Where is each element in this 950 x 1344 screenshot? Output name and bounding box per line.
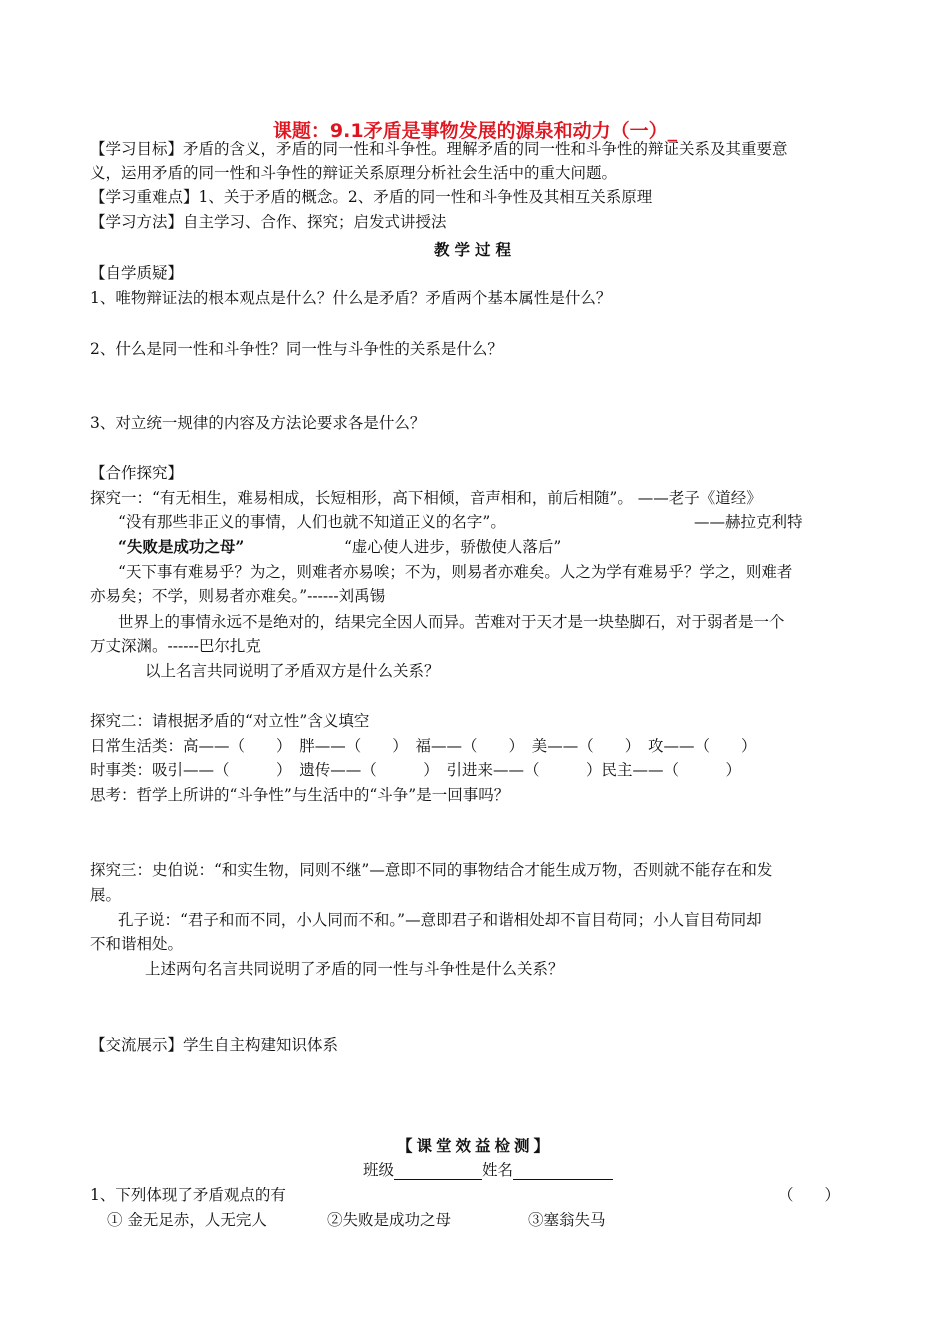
exploration-1-quote-modesty: “虚心使人进步，骄傲使人落后” [344,538,562,556]
class-name-row [363,1160,613,1180]
test-option-2: ②失败是成功之母 [327,1211,452,1229]
exploration-2-line-1: 探究二：请根据矛盾的“对立性”含义填空 [90,712,370,730]
exploration-2-current: 时事类：吸引——（ ） 遗传——（ ） 引进来——（ ）民主——（ ） [90,761,742,779]
name-blank[interactable] [513,1163,613,1180]
exploration-3-line-3: 孔子说：“君子和而不同，小人同而不和。”—意即君子和谐相处却不盲目苟同；小人盲目苟同却 [118,911,762,929]
exploration-1-question: 以上名言共同说明了矛盾双方是什么关系？ [145,662,440,680]
exploration-3-line-4: 不和谐相处。 [90,935,184,953]
exploration-1-line-7: 万丈深渊。------巴尔扎克 [90,637,261,655]
exploration-3-line-1: 探究三：史伯说：“和实生物，同则不继”—意即不同的事物结合才能生成万物，否则就不能存在和发 [90,861,773,879]
test-heading: 【课堂效益检测】 [396,1137,553,1155]
self-study-question-3: 3、对立统一规律的内容及方法论要求各是什么？ [90,414,426,432]
key-points: 【学习重难点】1、关于矛盾的概念。2、矛盾的同一性和斗争性及其相互关系原理 [90,188,653,206]
exploration-3-line-2: 展。 [90,886,122,904]
exploration-2-daily: 日常生活类：高——（ ） 胖——（ ） 福——（ ） 美——（ ） 攻——（ ） [90,737,757,755]
methods: 【学习方法】自主学习、合作、探究；启发式讲授法 [90,213,447,231]
page-title: 课题：9.1矛盾是事物发展的源泉和动力（一）_ [272,120,678,142]
process-heading: 教学过程 [433,241,516,259]
exploration-1-line-6: 世界上的事情永远不是绝对的，结果完全因人而异。苦难对于天才是一块垫脚石，对于弱者是一个 [118,613,785,631]
test-option-3: ③塞翁失马 [528,1211,606,1229]
class-label: 班级 [363,1161,395,1179]
exploration-1-source-heraclitus: ——赫拉克利特 [694,513,803,531]
exchange-display: 【交流展示】学生自主构建知识体系 [90,1036,339,1054]
exploration-1-line-4: “天下事有难易乎？为之，则难者亦易唉；不为，则易者亦难矣。人之为学有难易乎？学之，则难者 [118,563,793,581]
exploration-1-quote-justice: “没有那些非正义的事情，人们也就不知道正义的名字”。 [118,513,506,531]
objectives-line-1: 【学习目标】矛盾的含义，矛盾的同一性和斗争性。理解矛盾的同一性和斗争性的辩证关系及其重要意 [90,140,788,158]
test-option-1: ① 金无足赤，人无完人 [107,1211,267,1229]
exploration-1-line-5: 亦易矣；不学，则易者亦难矣。”------刘禹锡 [90,587,386,605]
self-study-heading: 【自学质疑】 [90,264,184,282]
self-study-question-1: 1、唯物辩证法的根本观点是什么？什么是矛盾？矛盾两个基本属性是什么？ [90,289,612,307]
exploration-3-question: 上述两句名言共同说明了矛盾的同一性与斗争性是什么关系？ [145,960,564,978]
test-question-1: 1、下列体现了矛盾观点的有 [90,1186,286,1204]
name-label: 姓名 [482,1161,514,1179]
exploration-2-think: 思考：哲学上所讲的“斗争性”与生活中的“斗争”是一回事吗？ [90,786,510,804]
test-question-1-answer-bracket[interactable]: （ ） [778,1186,841,1204]
cooperation-heading: 【合作探究】 [90,464,184,482]
objectives-line-2: 义，运用矛盾的同一性和斗争性的辩证关系原理分析社会生活中的重大问题。 [90,164,618,182]
exploration-1-line-1: 探究一：“有无相生，难易相成，长短相形，高下相倾，音声相和，前后相随”。 ——老子《道经》 [90,489,762,507]
self-study-question-2: 2、什么是同一性和斗争性？同一性与斗争性的关系是什么？ [90,340,503,358]
exploration-1-quote-failure: “失败是成功之母” [118,537,245,556]
class-blank[interactable] [394,1163,482,1180]
